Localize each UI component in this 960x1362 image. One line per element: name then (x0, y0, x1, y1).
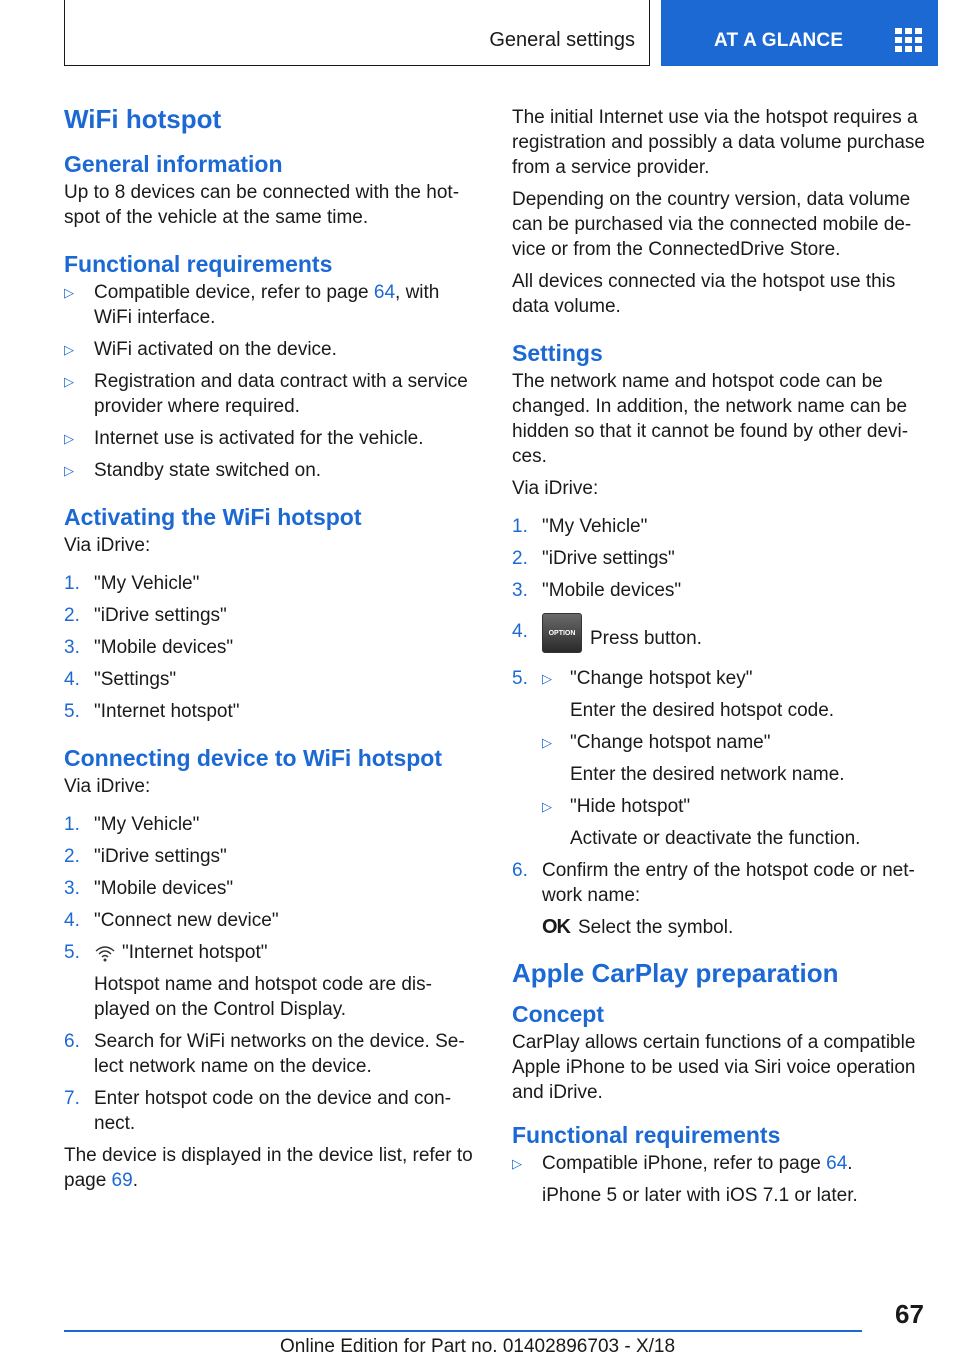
wifi-hotspot-title: WiFi hotspot (64, 104, 222, 134)
list-item: 4. OPTION Press button. (512, 619, 926, 659)
list-item: 7. Enter hotspot code on the device and con-nect. (64, 1088, 452, 1134)
settings-text: The network name and hotspot code can be changed. In addition, the network name can be hidden so that it cannot be found by other devi-ces. (512, 371, 909, 467)
list-item: ▷ WiFi activated on the device. (64, 339, 337, 360)
left-column (64, 100, 478, 1200)
list-item: ▷ Internet use is activated for the vehicle. (64, 428, 424, 449)
connecting-intro: Via iDrive: (64, 776, 151, 797)
list-item: 1. "My Vehicle" (64, 814, 200, 835)
list-item: 1. "My Vehicle" (64, 573, 200, 594)
general-info-heading: General information (64, 151, 283, 177)
connecting-outro: The device is displayed in the device list, refer to page 69. (64, 1145, 473, 1191)
intro-paragraph: The initial Internet use via the hotspot requires a registration and possibly a data volume purchase from a service provider. (512, 107, 925, 178)
bullet-icon: ▷ (64, 374, 74, 389)
header-section-title: General settings (489, 29, 635, 51)
list-item: 1. "My Vehicle" (512, 516, 648, 537)
settings-steps (512, 514, 926, 940)
sub-list-item: ▷ "Change hotspot key" Enter the desired hotspot code. (542, 668, 835, 721)
carplay-requirements-heading: Functional requirements (512, 1122, 781, 1148)
concept-heading: Concept (512, 1001, 604, 1027)
list-item: 5. "Internet hotspot" (64, 701, 240, 722)
requirements-list (64, 280, 478, 483)
list-item: 2. "iDrive settings" (64, 605, 227, 626)
list-item: ▷ Registration and data contract with a service provider where required. (64, 371, 468, 417)
list-item: 4. "Settings" (64, 669, 177, 690)
list-item: 4. "Connect new device" (64, 910, 279, 931)
bullet-icon: ▷ (512, 1156, 522, 1171)
bullet-icon: ▷ (542, 671, 552, 686)
footer-edition: Online Edition for Part no. 01402896703 - X/18 (280, 1336, 676, 1357)
header-chapter-tab[interactable] (661, 0, 938, 66)
activating-intro: Via iDrive: (64, 535, 151, 556)
page-number: 67 (895, 1299, 924, 1329)
header-section-box (64, 0, 650, 66)
list-item: 5. "Internet hotspot" Hotspot name and hotspot code are dis-played on the Control Display. (64, 940, 478, 1022)
intro-paragraph: All devices connected via the hotspot use this data volume. (512, 271, 896, 317)
list-item: ▷ Compatible iPhone, refer to page 64. iPhone 5 or later with iOS 7.1 or later. (512, 1153, 858, 1206)
page-link[interactable]: 64 (373, 282, 396, 303)
activating-steps (64, 571, 478, 724)
list-item: 2. "iDrive settings" (512, 548, 675, 569)
general-info-text: Up to 8 devices can be connected with the hot-spot of the vehicle at the same time. (64, 182, 460, 228)
settings-intro: Via iDrive: (512, 478, 599, 499)
list-item: 3. "Mobile devices" (64, 637, 234, 658)
footer-divider (64, 1330, 862, 1332)
ok-icon: OK (542, 916, 570, 938)
list-item: ▷ Standby state switched on. (64, 460, 322, 481)
list-item: 6. Confirm the entry of the hotspot code or net-work name: OK Select the symbol. (512, 860, 915, 938)
grid-icon (895, 28, 923, 52)
page-link[interactable]: 69 (111, 1170, 133, 1191)
list-item: 3. "Mobile devices" (64, 878, 234, 899)
list-item: 3. "Mobile devices" (512, 580, 682, 601)
list-item: 6. Search for WiFi networks on the device. Se-lect network name on the device. (64, 1031, 465, 1077)
list-item: 2. "iDrive settings" (64, 846, 227, 867)
sub-list-item: ▷ "Change hotspot name" Enter the desired network name. (542, 732, 845, 785)
list-item: 5. ▷ "Change hotspot key" Enter the desired hotspot code. ▷ "Change hotspot name" Enter the desired network name. ▷ "Hide hotspot" Activate or deactivate the function. (512, 666, 926, 851)
connecting-steps (64, 812, 478, 1136)
step-note: Hotspot name and hotspot code are dis-played on the Control Display. (94, 974, 432, 1020)
wifi-icon (94, 943, 116, 963)
intro-paragraph: Depending on the country version, data volume can be purchased via the connected mobile de-vice or from the ConnectedDrive Store. (512, 189, 912, 260)
header-chapter-title: AT A GLANCE (714, 30, 844, 51)
settings-heading: Settings (512, 340, 603, 366)
bullet-icon: ▷ (64, 285, 74, 300)
bullet-icon: ▷ (542, 799, 552, 814)
bullet-icon: ▷ (64, 342, 74, 357)
right-column (512, 105, 926, 1215)
concept-text: CarPlay allows certain functions of a compatible Apple iPhone to be used via Siri voice operation and iDrive. (512, 1032, 916, 1103)
carplay-title: Apple CarPlay preparation (512, 958, 839, 988)
option-button-icon: OPTION (542, 613, 582, 653)
list-item: ▷ Compatible device, refer to page 64, with WiFi interface. (64, 282, 440, 328)
activating-heading: Activating the WiFi hotspot (64, 504, 362, 530)
bullet-icon: ▷ (64, 463, 74, 478)
page-link[interactable]: 64 (826, 1153, 848, 1174)
carplay-requirements-list (512, 1151, 926, 1208)
bullet-icon: ▷ (64, 431, 74, 446)
requirements-heading: Functional requirements (64, 251, 333, 277)
bullet-icon: ▷ (542, 735, 552, 750)
sub-list-item: ▷ "Hide hotspot" Activate or deactivate the function. (542, 796, 861, 849)
connecting-heading: Connecting device to WiFi hotspot (64, 745, 443, 771)
